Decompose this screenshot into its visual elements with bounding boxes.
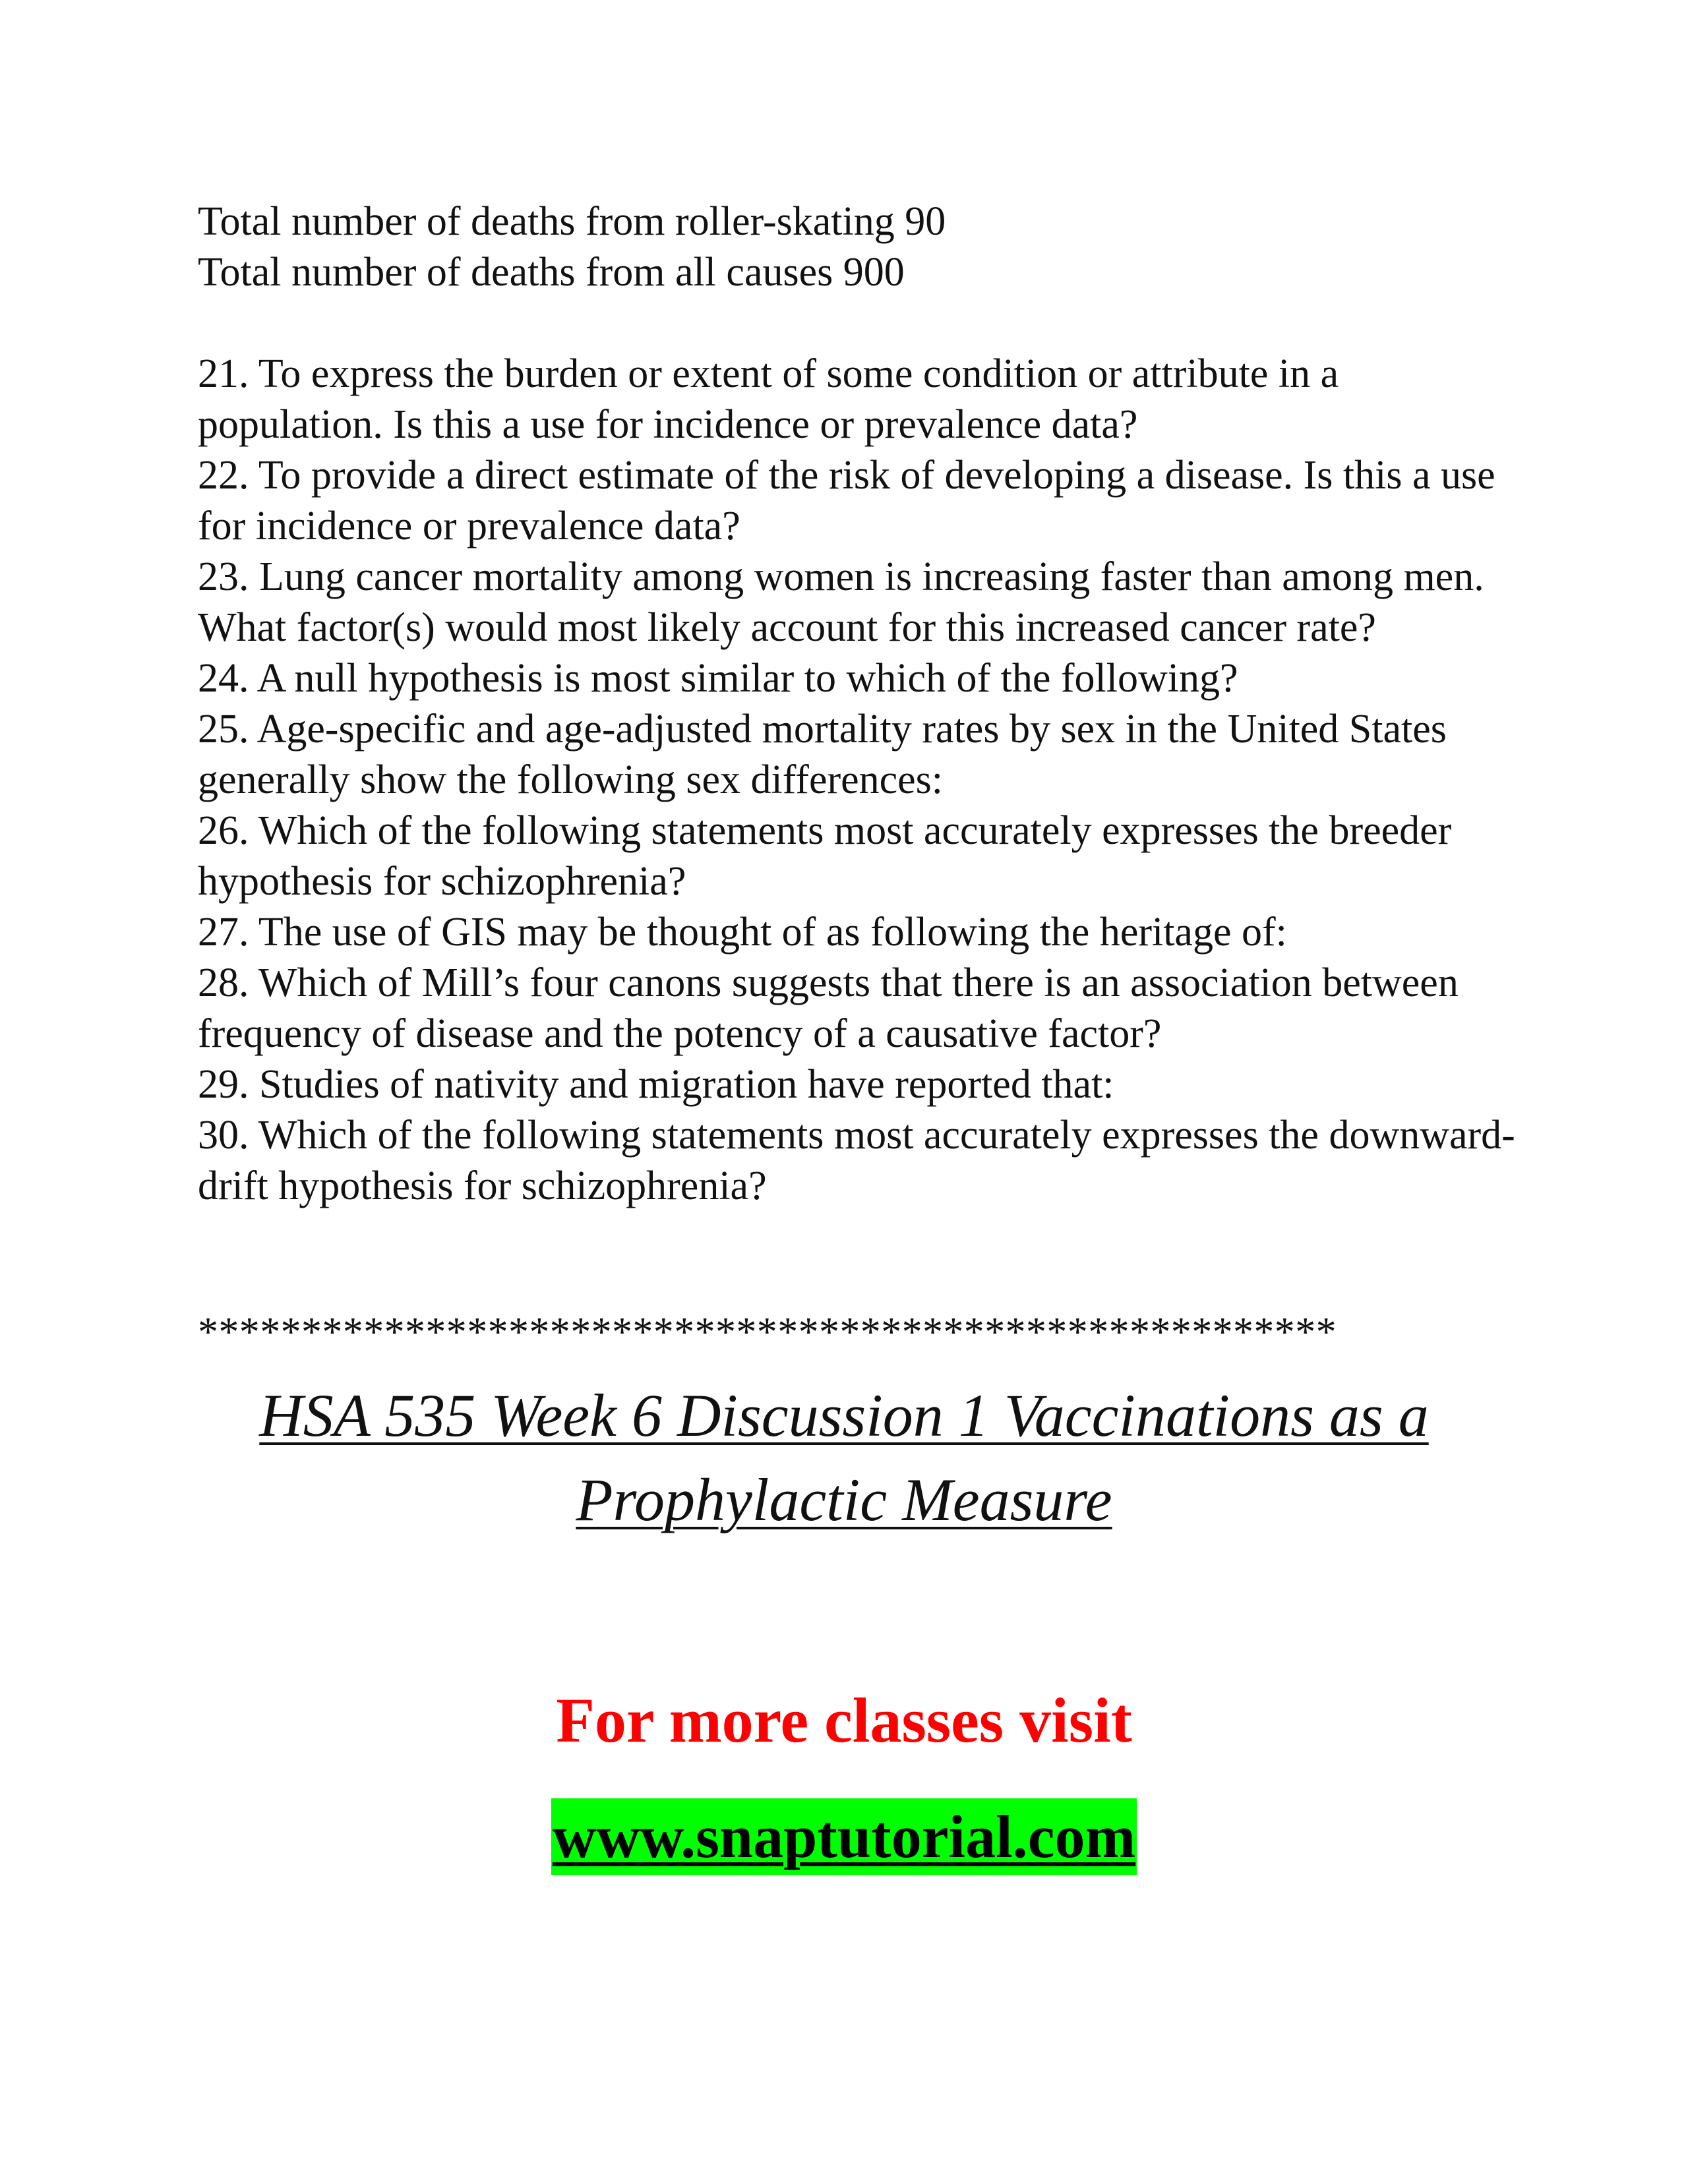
question-21: 21. To express the burden or extent of some condition or attribute in a population. Is this a use for incidence or prevalence data? (198, 351, 1339, 447)
question-25: 25. Age-specific and age-adjusted mortality rates by sex in the United States generally show the following sex differences: (198, 707, 1447, 802)
question-28: 28. Which of Mill’s four canons suggests that there is an association between frequency of disease and the potency of a causative factor? (198, 960, 1459, 1056)
question-30: 30. Which of the following statements most accurately expresses the downward-drift hypothesis for schizophrenia? (198, 1113, 1515, 1208)
promo-text: For more classes visit (556, 1685, 1132, 1756)
question-29: 29. Studies of nativity and migration have reported that: (198, 1062, 1114, 1107)
question-26: 26. Which of the following statements most accurately expresses the breeder hypothesis for schizophrenia? (198, 808, 1452, 904)
roller-skating-deaths-line: Total number of deaths from roller-skating 90 (198, 199, 946, 244)
question-27: 27. The use of GIS may be thought of as following the heritage of: (198, 910, 1287, 955)
paragraph-gap (198, 298, 1530, 349)
course-heading: HSA 535 Week 6 Discussion 1 Vaccinations as a Prophylactic Measure (259, 1382, 1429, 1533)
document-body (198, 196, 1530, 1212)
all-causes-deaths-line: Total number of deaths from all causes 900 (198, 250, 905, 295)
promo-link-container (0, 1798, 1688, 1875)
question-23: 23. Lung cancer mortality among women is increasing faster than among men. What factor(s) would most likely account for this increased cancer rate? (198, 554, 1484, 650)
website-link[interactable]: www.snaptutorial.com (551, 1798, 1137, 1875)
asterisk-divider: ******************************************************* (198, 1312, 1337, 1353)
question-22: 22. To provide a direct estimate of the risk of developing a disease. Is this a use for incidence or prevalence data? (198, 453, 1495, 548)
question-24: 24. A null hypothesis is most similar to which of the following? (198, 656, 1238, 701)
